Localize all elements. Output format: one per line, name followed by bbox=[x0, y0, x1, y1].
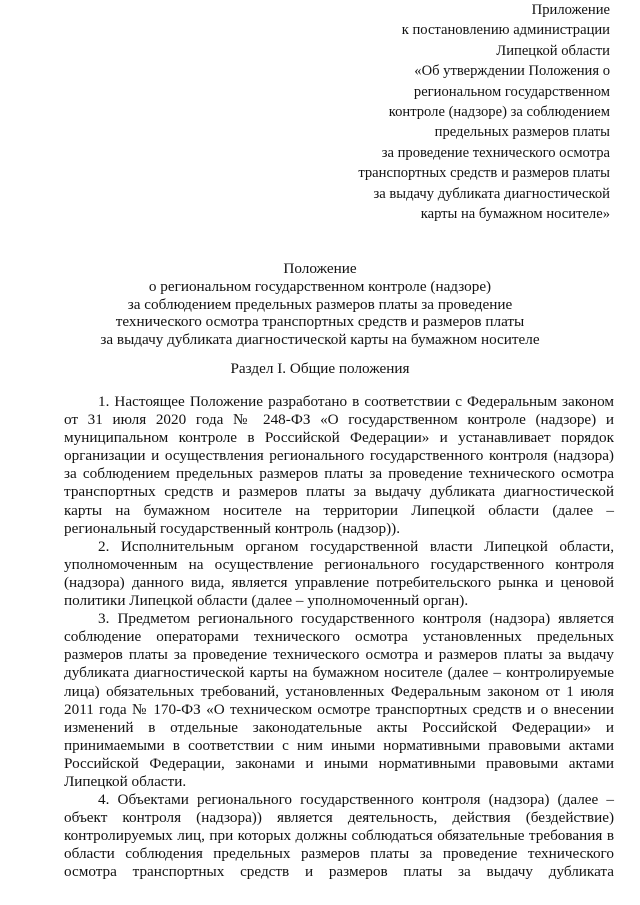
appendix-line: предельных размеров платы bbox=[434, 124, 610, 141]
appendix-line: Приложение bbox=[531, 2, 610, 18]
paragraph-2: 2. Исполнительным органом государственной власти Липецкой области, уполномоченным на осуществление регионального государственного контроля (надзора) данного вида, является управление потребительского рынка и ценовой политики Липецкой области (далее – уполномоченный орган). bbox=[64, 537, 614, 610]
appendix-line: за проведение технического осмотра bbox=[381, 144, 610, 161]
appendix-line: за выдачу дубликата диагностической bbox=[373, 185, 610, 202]
title-line: за соблюдением предельных размеров платы за проведение bbox=[127, 295, 513, 313]
appendix-line: Липецкой области bbox=[496, 42, 610, 59]
title-line: за выдачу дубликата диагностической карты на бумажном носителе bbox=[100, 331, 540, 349]
appendix-line: «Об утверждении Положения о bbox=[414, 63, 610, 80]
title-line: о региональном государственном контроле (надзоре) bbox=[148, 277, 492, 295]
title-line: Положение bbox=[283, 260, 357, 277]
appendix-line: карты на бумажном носителе» bbox=[420, 206, 610, 223]
section-heading: Раздел I. Общие положения bbox=[230, 360, 410, 377]
paragraph-3: 3. Предметом регионального государственного контроля (надзора) является соблюдение операторами технического осмотра установленных предельных размеров платы за проведение технического осмотра и размеров платы за выдачу дубликата диагностической карты на бумажном носителе (далее – контролируемые лица) обязательных требований, установленных Федеральным законом от 1 июля 2011 года № 170-ФЗ «О техническом осмотре транспортных средств и о внесении изменений в отдельные законодательные акты Российской Федерации» и принимаемыми в соответствии с ним иными нормативными правовыми актами Российской Федерации, законами и иными нормативными правовыми актами Липецкой области. bbox=[64, 610, 614, 790]
appendix-line: контроле (надзоре) за соблюдением bbox=[388, 104, 610, 121]
appendix-line: транспортных средств и размеров платы bbox=[358, 165, 610, 182]
title-line: технического осмотра транспортных средств и размеров платы bbox=[115, 313, 525, 331]
appendix-line: региональном государственном bbox=[413, 83, 610, 100]
document-title bbox=[0, 260, 640, 349]
appendix-line: к постановлению администрации bbox=[401, 22, 610, 39]
document-body bbox=[64, 393, 614, 882]
paragraph-4: 4. Объектами регионального государственного контроля (надзора) (далее – объект контроля (надзора)) является деятельность, действия (бездействие) контролируемых лиц, при которых должны соблюдаться обязательные требования в области соблюдения предельных размеров платы за проведение технического осмотра транспортных средств и размеров платы за выдачу дубликата bbox=[64, 791, 614, 881]
paragraph-1: 1. Настоящее Положение разработано в соответствии с Федеральным законом от 31 июля 2020 года № 248-ФЗ «О государственном контроле (надзоре) и муниципальном контроле в Российской Федерации» и устанавливает порядок организации и осуществления регионального государственного контроля (надзора) за соблюдением предельных размеров платы за проведение технического осмотра транспортных средств и размеров платы за выдачу дубликата диагностической карты на бумажном носителе на территории Липецкой области (далее – региональный государственный контроль (надзор)). bbox=[64, 393, 614, 537]
appendix-block bbox=[270, 0, 610, 224]
